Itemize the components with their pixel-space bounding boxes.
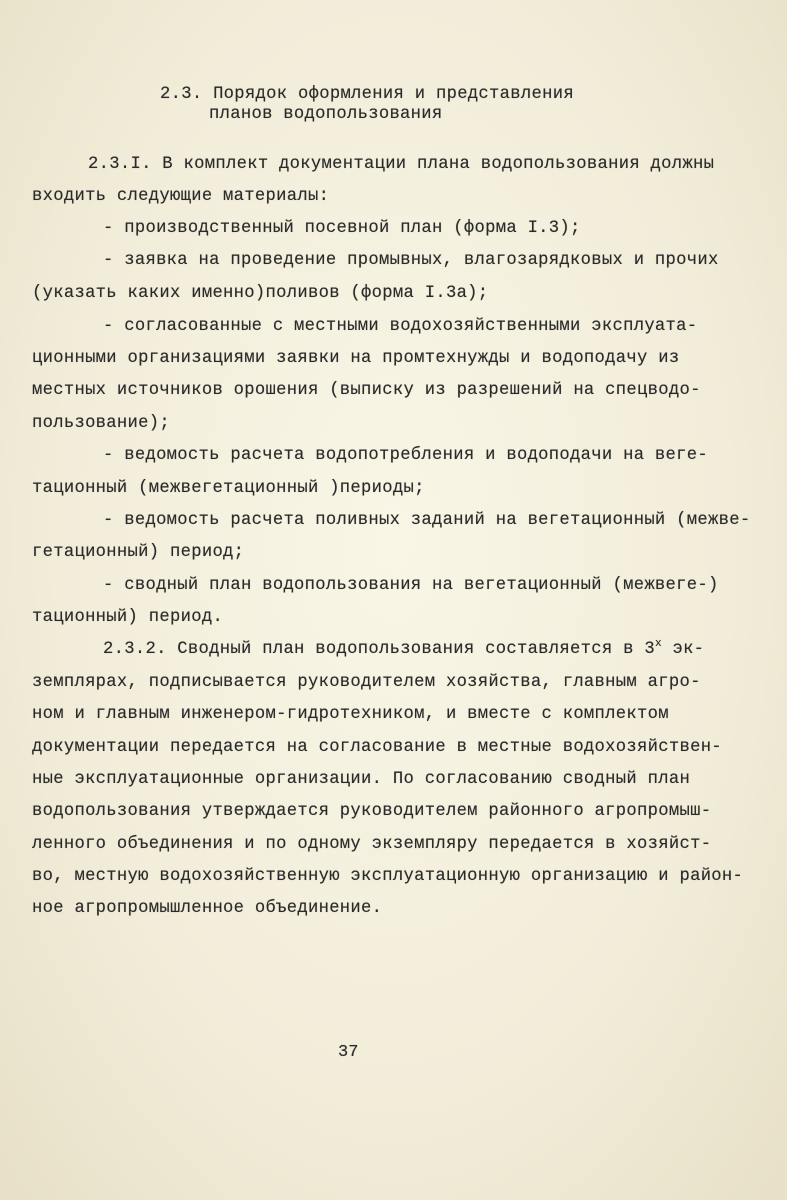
paragraph-line: земплярах, подписывается руководителем хозяйства, главным агро- bbox=[32, 673, 701, 692]
list-item-line: - ведомость расчета поливных заданий на вегетационный (межве- bbox=[103, 511, 751, 530]
list-item-line: - ведомость расчета водопотребления и водоподачи на веге- bbox=[103, 446, 709, 465]
paragraph-line: документации передается на согласование в местные водохозяйствен- bbox=[32, 738, 722, 757]
list-item-line: - заявка на проведение промывных, влагозарядковых и прочих bbox=[103, 251, 719, 270]
paragraph-line: входить следующие материалы: bbox=[32, 187, 330, 206]
list-item-line: - производственный посевной план (форма I.3); bbox=[103, 219, 581, 238]
list-item-line: - согласованные с местными водохозяйственными эксплуата- bbox=[103, 317, 698, 336]
list-item-line: (указать каких именно)поливов (форма I.3а); bbox=[32, 284, 489, 303]
paragraph-line: 2.3.I. В комплект документации плана водопользования должны bbox=[88, 155, 715, 174]
list-item-line: ционными организациями заявки на промтехнужды и водоподачу из bbox=[32, 349, 680, 368]
list-item-line: тационный (межвегетационный )периоды; bbox=[32, 479, 425, 498]
list-item-line: местных источников орошения (выписку из разрешений на спецводо- bbox=[32, 381, 701, 400]
page-number: 37 bbox=[338, 1043, 359, 1062]
paragraph-line bbox=[103, 639, 704, 661]
list-item-line: - сводный план водопользования на вегетационный (межвеге-) bbox=[103, 576, 719, 595]
paragraph-line: ном и главным инженером-гидротехником, и вместе с комплектом bbox=[32, 705, 669, 724]
paragraph-line-text: 2.3.2. Сводный план водопользования составляется в 3 bbox=[103, 640, 655, 659]
paragraph-line: ное агропромышленное объединение. bbox=[32, 899, 383, 918]
paragraph-line: ные эксплуатационные организации. По согласованию сводный план bbox=[32, 770, 691, 789]
section-heading-line-1: 2.3. Порядок оформления и представления bbox=[160, 85, 574, 104]
paragraph-line-tail: эк- bbox=[661, 640, 705, 659]
paragraph-line: во, местную водохозяйственную эксплуатационную организацию и район- bbox=[32, 867, 744, 886]
list-item-line: пользование); bbox=[32, 414, 170, 433]
superscript: х bbox=[654, 638, 662, 650]
list-item-line: тационный) период. bbox=[32, 608, 224, 627]
paragraph-line: ленного объединения и по одному экземпляру передается в хозяйст- bbox=[32, 835, 712, 854]
section-heading-line-2: планов водопользования bbox=[209, 105, 443, 124]
paragraph-line: водопользования утверждается руководителем районного агропромыш- bbox=[32, 802, 712, 821]
list-item-line: гетационный) период; bbox=[32, 543, 245, 562]
